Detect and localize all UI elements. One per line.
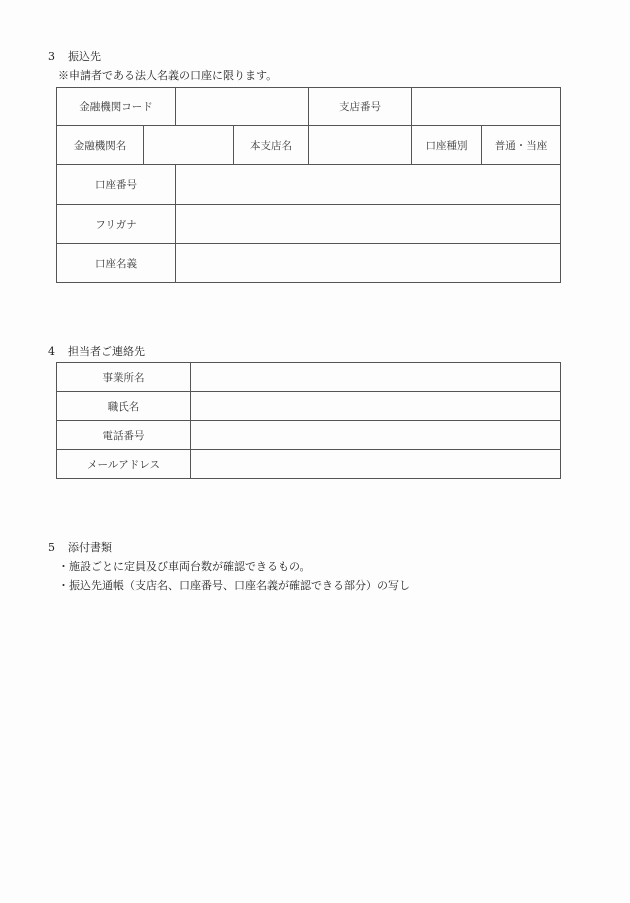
office-name-field[interactable] xyxy=(190,362,561,392)
branch-name-label: 本支店名 xyxy=(233,125,309,165)
section-4-number: 4 xyxy=(48,345,55,358)
phone-number-label: 電話番号 xyxy=(56,420,191,450)
section-3-heading xyxy=(48,50,101,64)
email-label: メールアドレス xyxy=(56,449,191,479)
bank-code-label: 金融機関コード xyxy=(56,87,176,126)
job-title-name-field[interactable] xyxy=(190,391,561,421)
section-3-title: 振込先 xyxy=(68,50,101,63)
bank-name-field[interactable] xyxy=(143,125,234,165)
section-5-title: 添付書類 xyxy=(68,541,112,554)
branch-name-field[interactable] xyxy=(308,125,412,165)
section-3-number: 3 xyxy=(48,50,55,63)
office-name-label: 事業所名 xyxy=(56,362,191,392)
account-number-field[interactable] xyxy=(175,164,561,205)
account-type-options[interactable]: 普通・当座 xyxy=(481,125,561,165)
section-3-note: ※申請者である法人名義の口座に限ります。 xyxy=(58,69,278,82)
section-4-heading xyxy=(48,345,145,359)
section-5-heading xyxy=(48,541,112,555)
furigana-label: フリガナ xyxy=(56,204,176,244)
branch-number-label: 支店番号 xyxy=(308,87,412,126)
account-number-label: 口座番号 xyxy=(56,164,176,205)
account-type-label: 口座種別 xyxy=(411,125,482,165)
email-field[interactable] xyxy=(190,449,561,479)
furigana-field[interactable] xyxy=(175,204,561,244)
bank-name-label: 金融機関名 xyxy=(56,125,144,165)
account-holder-label: 口座名義 xyxy=(56,243,176,283)
attachment-item: ・施設ごとに定員及び車両台数が確認できるもの。 xyxy=(58,560,311,573)
phone-number-field[interactable] xyxy=(190,420,561,450)
section-4-title: 担当者ご連絡先 xyxy=(68,345,145,358)
job-title-name-label: 職氏名 xyxy=(56,391,191,421)
bank-code-field[interactable] xyxy=(175,87,309,126)
attachment-item: ・振込先通帳（支店名、口座番号、口座名義が確認できる部分）の写し xyxy=(58,579,410,592)
account-holder-field[interactable] xyxy=(175,243,561,283)
section-5-number: 5 xyxy=(48,541,55,554)
branch-number-field[interactable] xyxy=(411,87,561,126)
